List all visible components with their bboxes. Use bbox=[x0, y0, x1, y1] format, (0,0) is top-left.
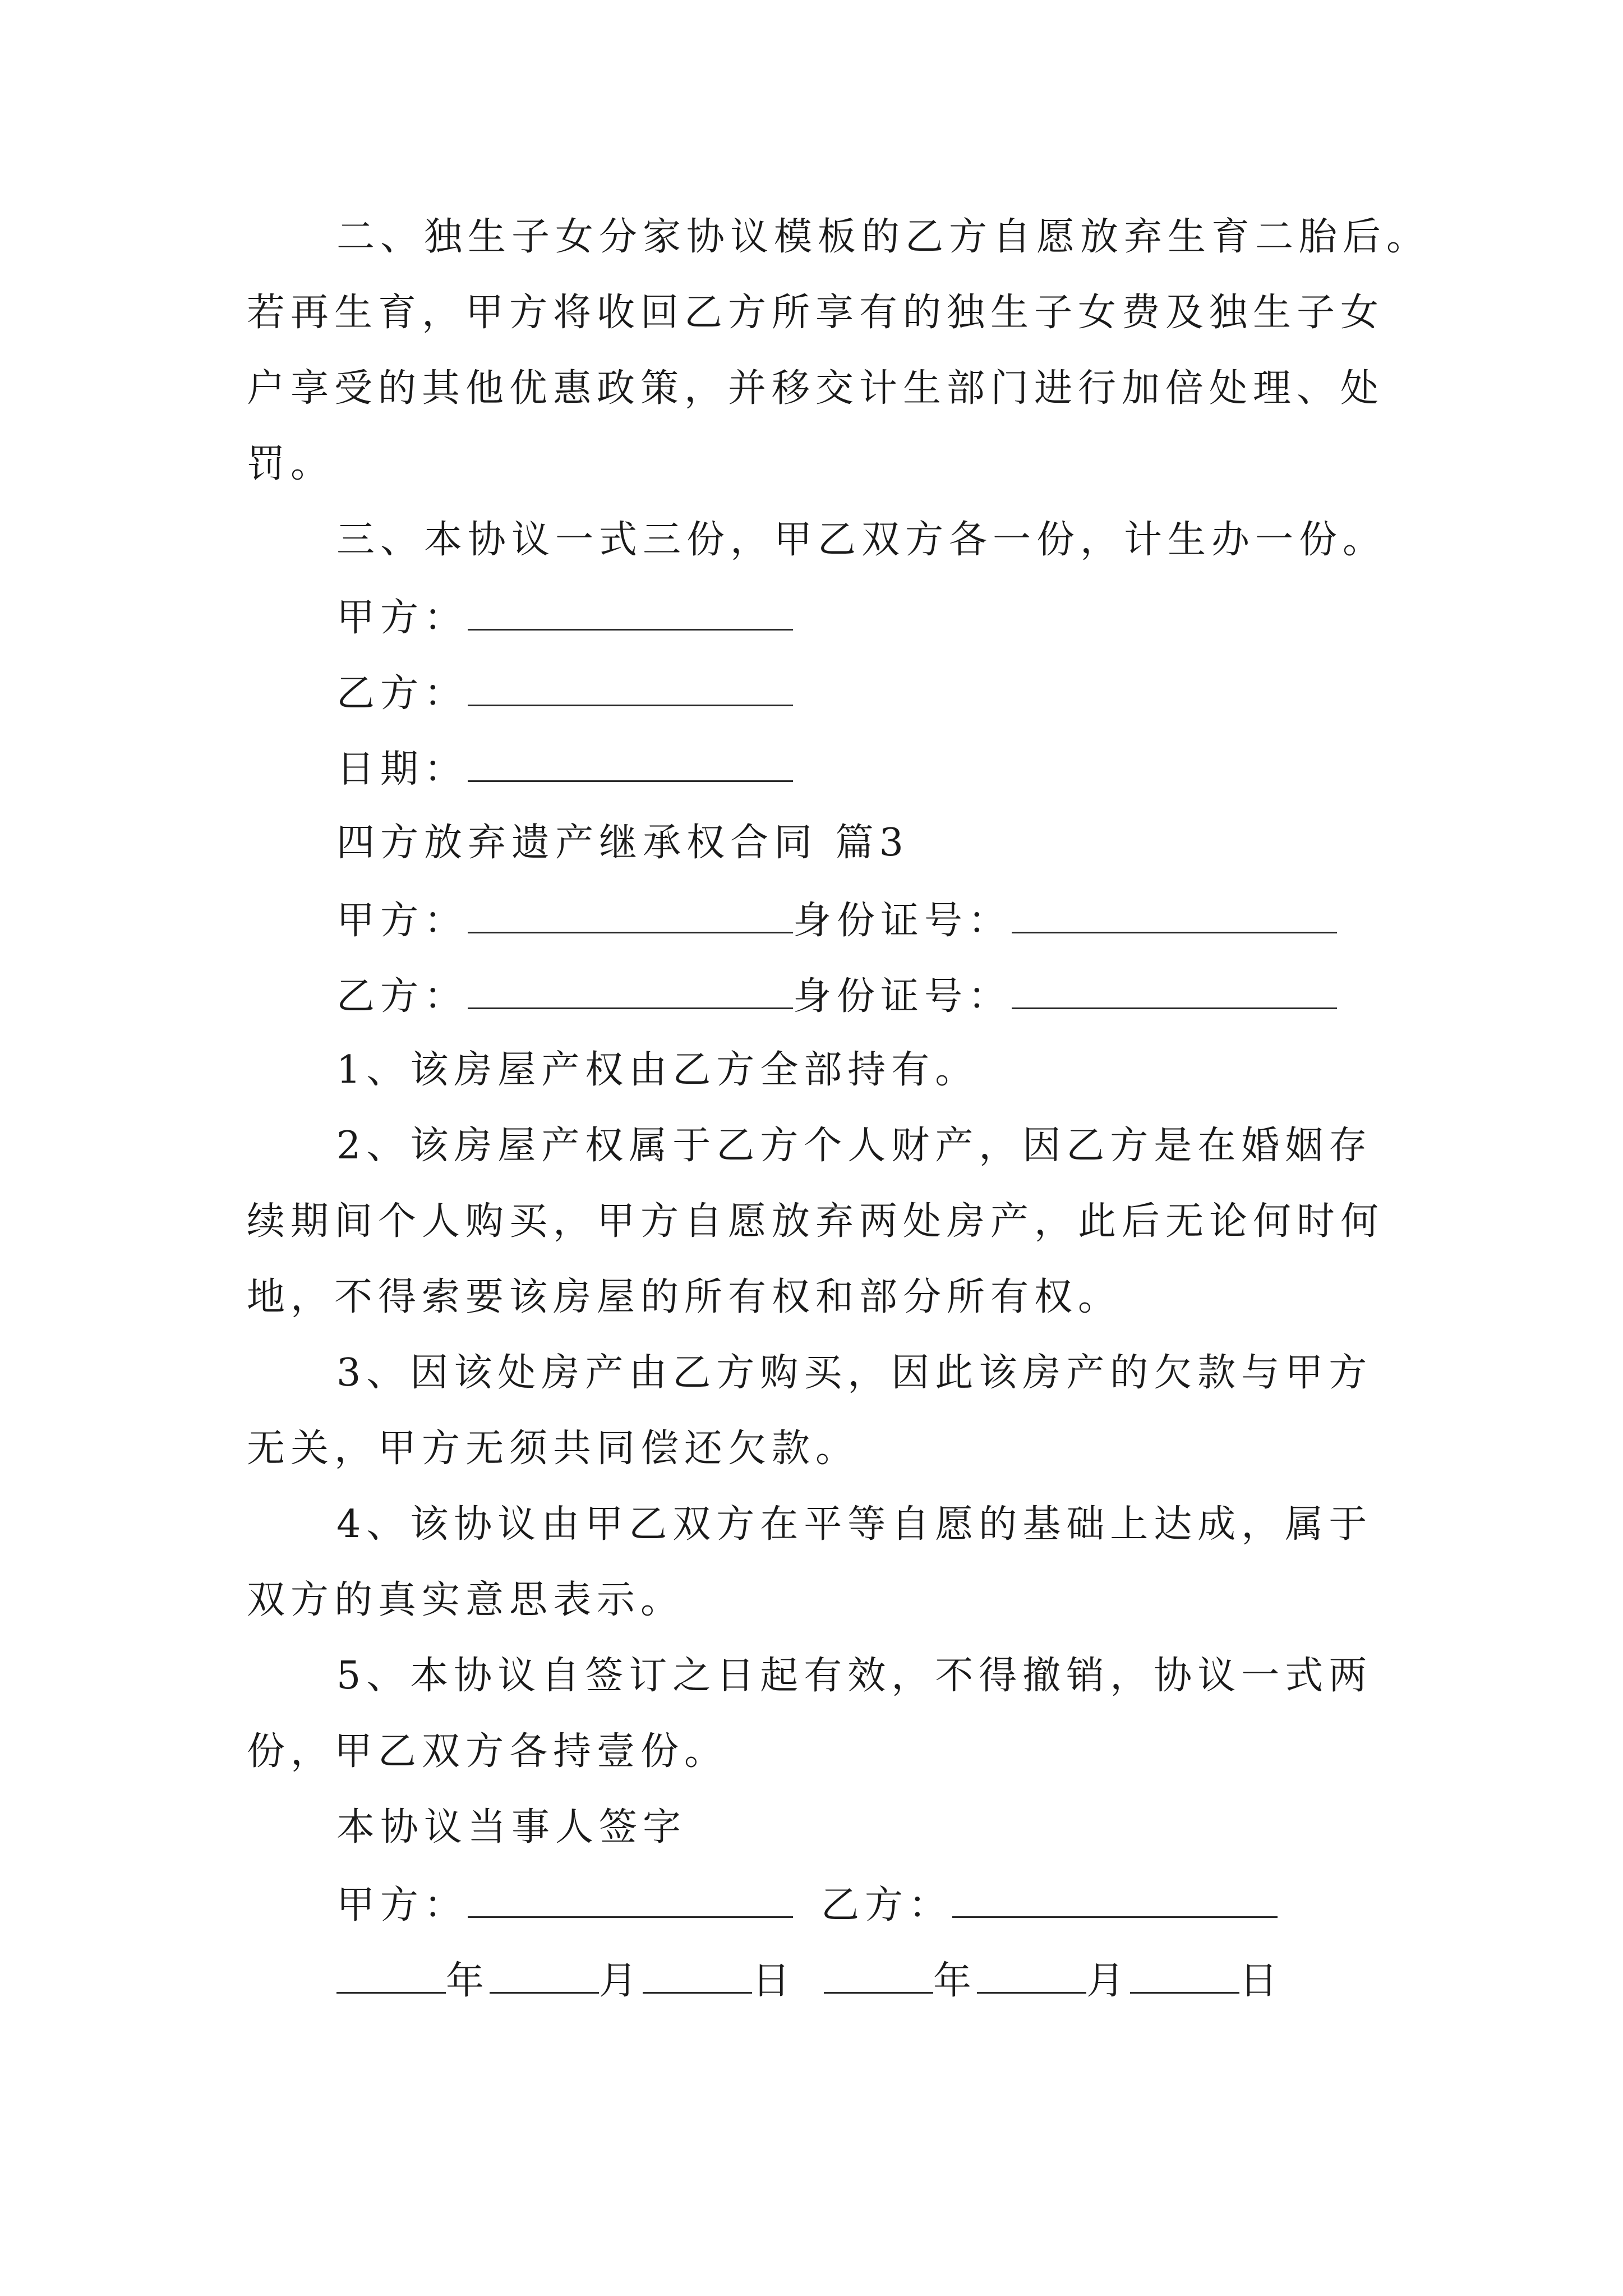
party-b-year-blank[interactable] bbox=[824, 1954, 933, 1994]
id-party-a-name-blank[interactable] bbox=[468, 894, 793, 933]
id-party-b-label: 乙方： bbox=[336, 974, 468, 1019]
clause-4-line-1: 4、该协议由甲乙双方在平等自愿的基础上达成，属于 bbox=[336, 1502, 1373, 1547]
signature-dates-row bbox=[336, 1954, 1283, 2004]
sign-date-label: 日期： bbox=[336, 747, 468, 792]
sign-party-b-label: 乙方： bbox=[336, 671, 468, 716]
sign-party-b-row bbox=[336, 666, 793, 717]
party-a-month-blank[interactable] bbox=[490, 1954, 599, 1994]
clause-3-line-1: 3、因该处房产由乙方购买，因此该房产的欠款与甲方 bbox=[336, 1351, 1373, 1395]
clause-3-line-2: 无关，甲方无须共同偿还欠款。 bbox=[247, 1427, 860, 1471]
sign-party-a-label: 甲方： bbox=[336, 596, 468, 640]
party-b-day-blank[interactable] bbox=[1130, 1954, 1239, 1994]
id-party-b-id-blank[interactable] bbox=[1012, 969, 1337, 1009]
paragraph-2-line-2: 若再生育，甲方将收回乙方所享有的独生子女费及独生子女 bbox=[247, 291, 1385, 335]
clause-2-line-2: 续期间个人购买，甲方自愿放弃两处房产，此后无论何时何 bbox=[247, 1199, 1385, 1244]
clause-5-line-1: 5、本协议自签订之日起有效，不得撤销，协议一式两 bbox=[336, 1654, 1373, 1698]
id-party-a-id-blank[interactable] bbox=[1012, 894, 1337, 933]
party-a-day-blank[interactable] bbox=[643, 1954, 752, 1994]
paragraph-2-line-3: 户享受的其他优惠政策，并移交计生部门进行加倍处理、处 bbox=[247, 366, 1385, 411]
id-party-b-name-blank[interactable] bbox=[468, 969, 793, 1009]
party-b-day-label: 日 bbox=[1239, 1959, 1284, 2003]
signature-heading: 本协议当事人签字 bbox=[336, 1805, 687, 1849]
sign-party-b-blank[interactable] bbox=[468, 666, 793, 706]
signature-party-b-label: 乙方： bbox=[821, 1883, 953, 1927]
id-party-b-row bbox=[336, 969, 1337, 1020]
party-a-month-label: 月 bbox=[599, 1959, 643, 2003]
paragraph-2-line-1: 二、独生子女分家协议模板的乙方自愿放弃生育二胎后。 bbox=[336, 215, 1431, 259]
clause-5-line-2: 份，甲乙双方各持壹份。 bbox=[247, 1729, 728, 1774]
party-a-year-label: 年 bbox=[446, 1959, 490, 2003]
sign-date-blank[interactable] bbox=[468, 742, 793, 782]
party-b-month-blank[interactable] bbox=[977, 1954, 1086, 1994]
clause-2-line-1: 2、该房屋产权属于乙方个人财产，因乙方是在婚姻存 bbox=[336, 1124, 1373, 1168]
paragraph-3: 三、本协议一式三份，甲乙双方各一份，计生办一份。 bbox=[336, 518, 1387, 562]
section-title: 四方放弃遗产继承权合同 篇3 bbox=[336, 821, 909, 865]
id-party-a-id-label: 身份证号： bbox=[793, 899, 1012, 943]
party-a-day-label: 日 bbox=[752, 1959, 796, 2003]
signature-party-b-blank[interactable] bbox=[952, 1878, 1278, 1918]
party-b-month-label: 月 bbox=[1086, 1959, 1131, 2003]
party-a-year-blank[interactable] bbox=[336, 1954, 446, 1994]
signature-party-a-label: 甲方： bbox=[336, 1883, 468, 1927]
id-party-a-row bbox=[336, 894, 1337, 944]
id-party-b-id-label: 身份证号： bbox=[793, 974, 1012, 1019]
clause-2-line-3: 地，不得索要该房屋的所有权和部分所有权。 bbox=[247, 1275, 1122, 1319]
clause-4-line-2: 双方的真实意思表示。 bbox=[247, 1578, 685, 1622]
id-party-a-label: 甲方： bbox=[336, 899, 468, 943]
paragraph-2-line-4: 罚。 bbox=[247, 442, 335, 486]
signature-parties-row bbox=[336, 1878, 1278, 1929]
party-b-year-label: 年 bbox=[933, 1959, 978, 2003]
sign-date-row bbox=[336, 742, 793, 793]
sign-party-a-blank[interactable] bbox=[468, 591, 793, 631]
clause-1: 1、该房屋产权由乙方全部持有。 bbox=[336, 1048, 979, 1092]
signature-party-a-blank[interactable] bbox=[468, 1878, 793, 1918]
sign-party-a-row bbox=[336, 591, 793, 641]
